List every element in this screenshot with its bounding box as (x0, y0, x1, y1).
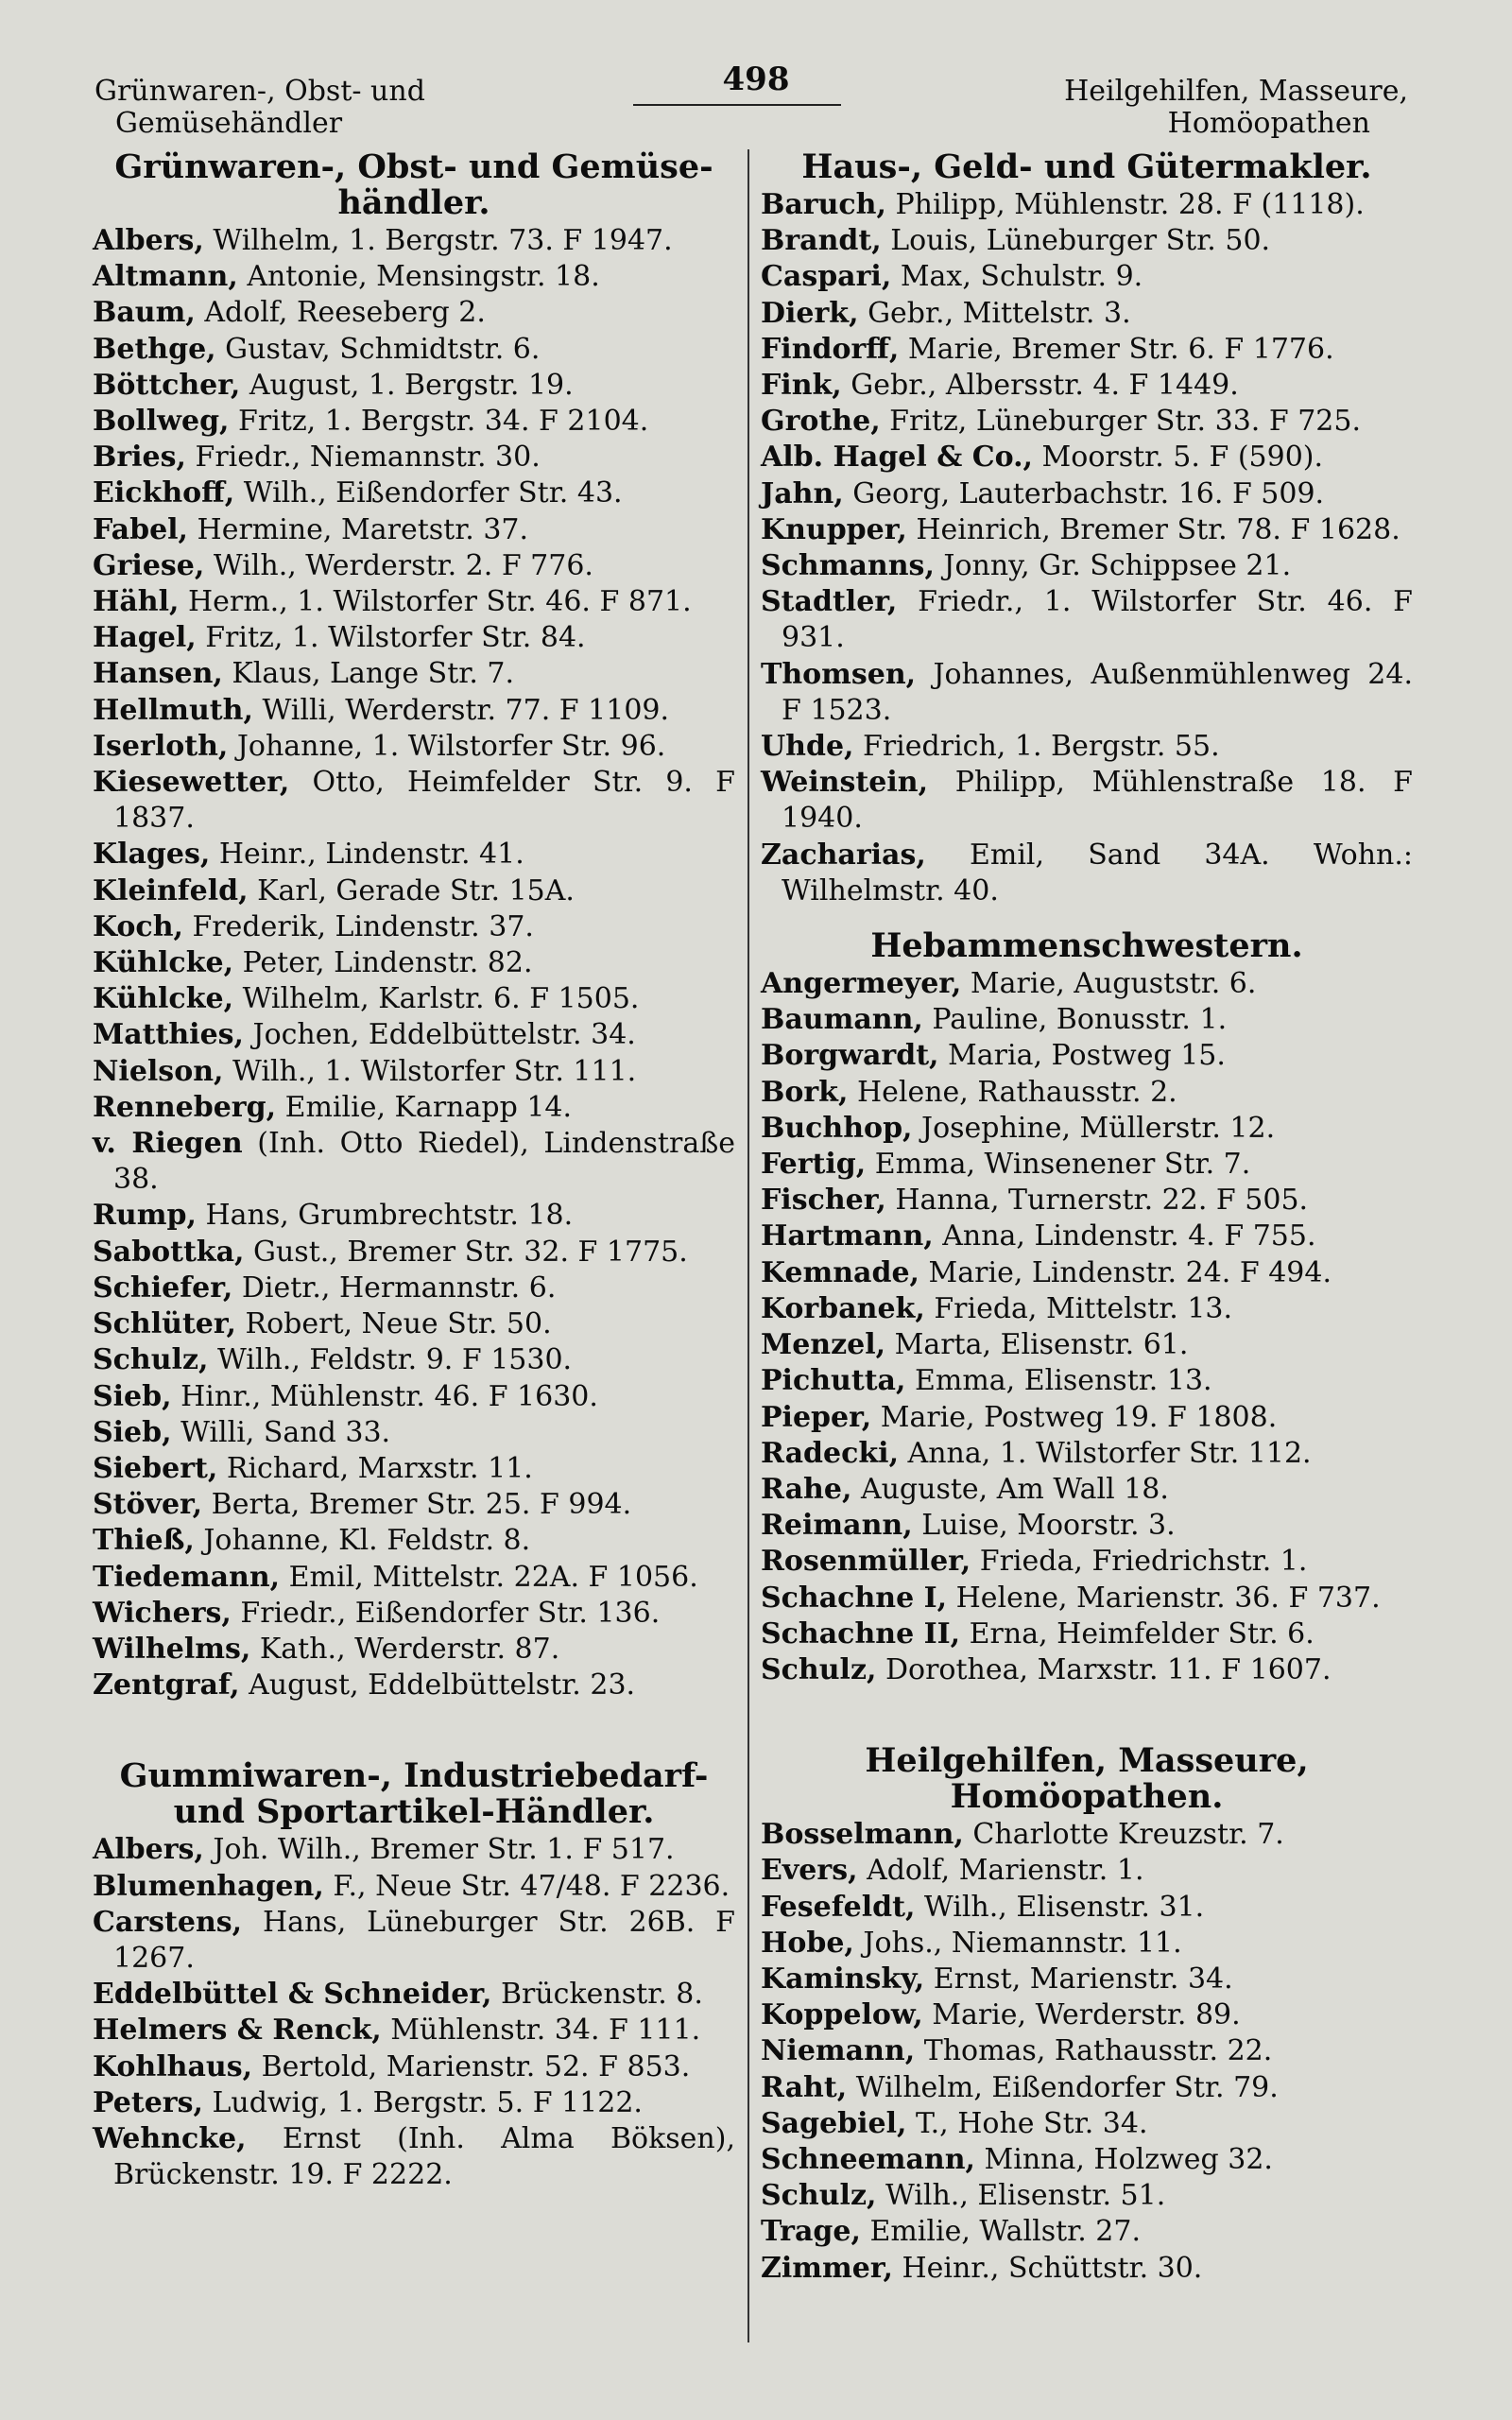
list-item: Bosselmann, Charlotte Kreuzstr. 7. (761, 1818, 1284, 1852)
list-item: Schulz, Dorothea, Marxstr. 11. F 1607. (761, 1652, 1332, 1686)
list-item: Blumenhagen, F., Neue Str. 47/48. F 2236. (93, 1869, 730, 1903)
list-item: Zentgraf, August, Eddelbüttelstr. 23. (93, 1668, 636, 1703)
list-item: Reimann, Luise, Moorstr. 3. (761, 1509, 1176, 1543)
running-header-left (94, 76, 491, 140)
section-title-hebammen: Hebammenschwestern. (870, 926, 1303, 966)
list-item: Brandt, Louis, Lüneburger Str. 50. (761, 224, 1271, 258)
header-rule (633, 104, 841, 106)
list-item: Zacharias, Emil, Sand 34A. Wohn.: Wilhelmstr. 40. (761, 838, 1413, 908)
list-item: Hagel, Fritz, 1. Wilstorfer Str. 84. (93, 621, 586, 655)
list-item: Wichers, Friedr., Eißendorfer Str. 136. (93, 1596, 661, 1630)
list-item: Fink, Gebr., Albersstr. 4. F 1449. (761, 369, 1239, 403)
list-item: Evers, Adolf, Marienstr. 1. (761, 1854, 1144, 1888)
list-item: Radecki, Anna, 1. Wilstorfer Str. 112. (761, 1436, 1312, 1470)
header-right-line2: Homöopathen (1167, 107, 1370, 140)
list-item: Wilhelms, Kath., Werderstr. 87. (93, 1632, 560, 1666)
list-item: Stadtler, Friedr., 1. Wilstorfer Str. 46. F 931. (761, 585, 1413, 655)
list-item: Kemnade, Marie, Lindenstr. 24. F 494. (761, 1255, 1332, 1289)
list-item: Sieb, Willi, Sand 33. (93, 1415, 391, 1449)
list-item: Menzel, Marta, Elisenstr. 61. (761, 1328, 1189, 1362)
entry-list-hebammen (761, 966, 1413, 1688)
list-item: Sagebiel, T., Hohe Str. 34. (761, 2106, 1148, 2140)
list-item: Albers, Joh. Wilh., Bremer Str. 1. F 517. (93, 1833, 675, 1867)
list-item: Fertig, Emma, Winsenener Str. 7. (761, 1148, 1251, 1182)
list-item: v. Riegen (Inh. Otto Riedel), Lindenstraße 38. (93, 1127, 736, 1197)
list-item: Baumann, Pauline, Bonusstr. 1. (761, 1003, 1228, 1037)
list-item: Bork, Helene, Rathausstr. 2. (761, 1075, 1177, 1109)
section-gap (93, 1703, 735, 1758)
list-item: Eddelbüttel & Schneider, Brückenstr. 8. (93, 1978, 703, 2012)
list-item: Schachne II, Erna, Heimfelder Str. 6. (761, 1616, 1314, 1651)
list-item: Bethge, Gustav, Schmidtstr. 6. (93, 332, 541, 366)
list-item: Fischer, Hanna, Turnerstr. 22. F 505. (761, 1184, 1309, 1218)
list-item: Buchhop, Josephine, Müllerstr. 12. (761, 1111, 1276, 1145)
list-item: Sabottka, Gust., Bremer Str. 32. F 1775. (93, 1235, 688, 1269)
list-item: Kohlhaus, Bertold, Marienstr. 52. F 853. (93, 2049, 691, 2083)
list-item: Korbanek, Frieda, Mittelstr. 13. (761, 1291, 1233, 1325)
list-item: Findorff, Marie, Bremer Str. 6. F 1776. (761, 332, 1334, 366)
running-header-right (1021, 76, 1408, 140)
list-item: Helmers & Renck, Mühlenstr. 34. F 111. (93, 2014, 701, 2048)
list-item: Dierk, Gebr., Mittelstr. 3. (761, 296, 1131, 330)
list-item: Carstens, Hans, Lüneburger Str. 26B. F 1267. (93, 1905, 735, 1975)
list-item: Weinstein, Philipp, Mühlenstraße 18. F 1940. (761, 766, 1413, 836)
header-right-line1: Heilgehilfen, Masseure, (1064, 75, 1408, 108)
list-item: Wehncke, Ernst (Inh. Alma Böksen), Brückenstr. 19. F 2222. (93, 2121, 735, 2192)
header-left-line2: Gemüsehändler (115, 107, 343, 140)
list-item: Hähl, Herm., 1. Wilstorfer Str. 46. F 871. (93, 585, 692, 619)
entry-list-gruenwaren (93, 223, 735, 1703)
list-item: Altmann, Antonie, Mensingstr. 18. (93, 260, 600, 294)
list-item: Schiefer, Dietr., Hermannstr. 6. (93, 1270, 557, 1305)
list-item: Hobe, Johs., Niemannstr. 11. (761, 1926, 1182, 1960)
list-item: Baruch, Philipp, Mühlenstr. 28. F (1118). (761, 188, 1365, 221)
left-column (93, 149, 735, 2193)
section-gap (761, 1688, 1413, 1743)
list-item: Fesefeldt, Wilh., Elisenstr. 31. (761, 1890, 1205, 1924)
column-divider (747, 149, 749, 2342)
list-item: Borgwardt, Maria, Postweg 15. (761, 1039, 1226, 1073)
list-item: Matthies, Jochen, Eddelbüttelstr. 34. (93, 1018, 636, 1052)
list-item: Schneemann, Minna, Holzweg 32. (761, 2142, 1273, 2176)
section-title-heilgehilfen: Heilgehilfen, Masseure, Homöopathen. (865, 1741, 1309, 1817)
list-item: Iserloth, Johanne, 1. Wilstorfer Str. 96. (93, 729, 666, 763)
page-number: 498 (722, 60, 790, 98)
list-item: Peters, Ludwig, 1. Bergstr. 5. F 1122. (93, 2085, 643, 2119)
list-item: Baum, Adolf, Reeseberg 2. (93, 296, 486, 330)
entry-list-gummiwaren (93, 1832, 735, 2193)
list-item: Grothe, Fritz, Lüneburger Str. 33. F 725. (761, 405, 1361, 439)
list-item: Kleinfeld, Karl, Gerade Str. 15A. (93, 873, 575, 908)
list-item: Albers, Wilhelm, 1. Bergstr. 73. F 1947. (93, 224, 673, 257)
list-item: Hansen, Klaus, Lange Str. 7. (93, 657, 515, 691)
list-item: Kaminsky, Ernst, Marienstr. 34. (761, 1962, 1233, 1996)
list-item: Pichutta, Emma, Elisenstr. 13. (761, 1364, 1212, 1398)
list-item: Knupper, Heinrich, Bremer Str. 78. F 1628. (761, 512, 1400, 546)
list-item: Schachne I, Helene, Marienstr. 36. F 737. (761, 1581, 1381, 1615)
list-item: Koch, Frederik, Lindenstr. 37. (93, 909, 534, 943)
list-item: Pieper, Marie, Postweg 19. F 1808. (761, 1400, 1278, 1434)
section-title-gruenwaren: Grünwaren-, Obst- und Gemüse-händler. (114, 147, 713, 222)
list-item: Kühlcke, Peter, Lindenstr. 82. (93, 946, 533, 980)
list-item: Thomsen, Johannes, Außenmühlenweg 24. F 1523. (761, 657, 1413, 727)
list-item: Stöver, Berta, Bremer Str. 25. F 994. (93, 1488, 632, 1522)
list-item: Griese, Wilh., Werderstr. 2. F 776. (93, 548, 593, 582)
list-item: Bries, Friedr., Niemannstr. 30. (93, 441, 541, 475)
list-item: Kühlcke, Wilhelm, Karlstr. 6. F 1505. (93, 982, 640, 1016)
list-item: Angermeyer, Marie, Auguststr. 6. (761, 967, 1257, 1001)
list-item: Rosenmüller, Frieda, Friedrichstr. 1. (761, 1545, 1308, 1579)
list-item: Hellmuth, Willi, Werderstr. 77. F 1109. (93, 693, 670, 727)
entry-list-heilgehilfen (761, 1817, 1413, 2287)
list-item: Klages, Heinr., Lindenstr. 41. (93, 838, 524, 872)
list-item: Niemann, Thomas, Rathausstr. 22. (761, 2034, 1273, 2068)
section-title-gummiwaren: Gummiwaren-, Industriebedarf- und Sportartikel-Händler. (119, 1756, 709, 1832)
list-item: Koppelow, Marie, Werderstr. 89. (761, 1998, 1241, 2032)
list-item: Renneberg, Emilie, Karnapp 14. (93, 1090, 573, 1124)
list-item: Kiesewetter, Otto, Heimfelder Str. 9. F 1837. (93, 766, 735, 836)
list-item: Schlüter, Robert, Neue Str. 50. (93, 1307, 552, 1341)
list-item: Caspari, Max, Schulstr. 9. (761, 260, 1143, 294)
list-item: Nielson, Wilh., 1. Wilstorfer Str. 111. (93, 1054, 637, 1088)
list-item: Fabel, Hermine, Maretstr. 37. (93, 512, 529, 546)
list-item: Uhde, Friedrich, 1. Bergstr. 55. (761, 730, 1220, 764)
list-item: Rump, Hans, Grumbrechtstr. 18. (93, 1199, 574, 1233)
list-item: Eickhoff, Wilh., Eißendorfer Str. 43. (93, 476, 623, 510)
list-item: Schmanns, Jonny, Gr. Schippsee 21. (761, 549, 1292, 583)
list-item: Bollweg, Fritz, 1. Bergstr. 34. F 2104. (93, 405, 649, 439)
list-item: Raht, Wilhelm, Eißendorfer Str. 79. (761, 2070, 1279, 2104)
list-item: Böttcher, August, 1. Bergstr. 19. (93, 368, 574, 402)
list-item: Thieß, Johanne, Kl. Feldstr. 8. (93, 1524, 531, 1558)
list-item: Trage, Emilie, Wallstr. 27. (761, 2215, 1141, 2249)
list-item: Tiedemann, Emil, Mittelstr. 22A. F 1056. (93, 1560, 698, 1594)
right-column (761, 149, 1413, 2287)
header-left-line1: Grünwaren-, Obst- und (94, 75, 425, 108)
list-item: Hartmann, Anna, Lindenstr. 4. F 755. (761, 1219, 1316, 1253)
list-item: Zimmer, Heinr., Schüttstr. 30. (761, 2251, 1203, 2285)
list-item: Rahe, Auguste, Am Wall 18. (761, 1472, 1169, 1506)
section-title-makler: Haus-, Geld- und Gütermakler. (801, 147, 1372, 186)
list-item: Sieb, Hinr., Mühlenstr. 46. F 1630. (93, 1379, 598, 1413)
entry-list-makler (761, 187, 1413, 909)
list-item: Schulz, Wilh., Elisenstr. 51. (761, 2179, 1166, 2213)
list-item: Alb. Hagel & Co., Moorstr. 5. F (590). (761, 441, 1324, 475)
list-item: Schulz, Wilh., Feldstr. 9. F 1530. (93, 1343, 573, 1377)
list-item: Siebert, Richard, Marxstr. 11. (93, 1451, 533, 1485)
section-gap (761, 909, 1413, 928)
list-item: Jahn, Georg, Lauterbachstr. 16. F 509. (761, 476, 1325, 510)
